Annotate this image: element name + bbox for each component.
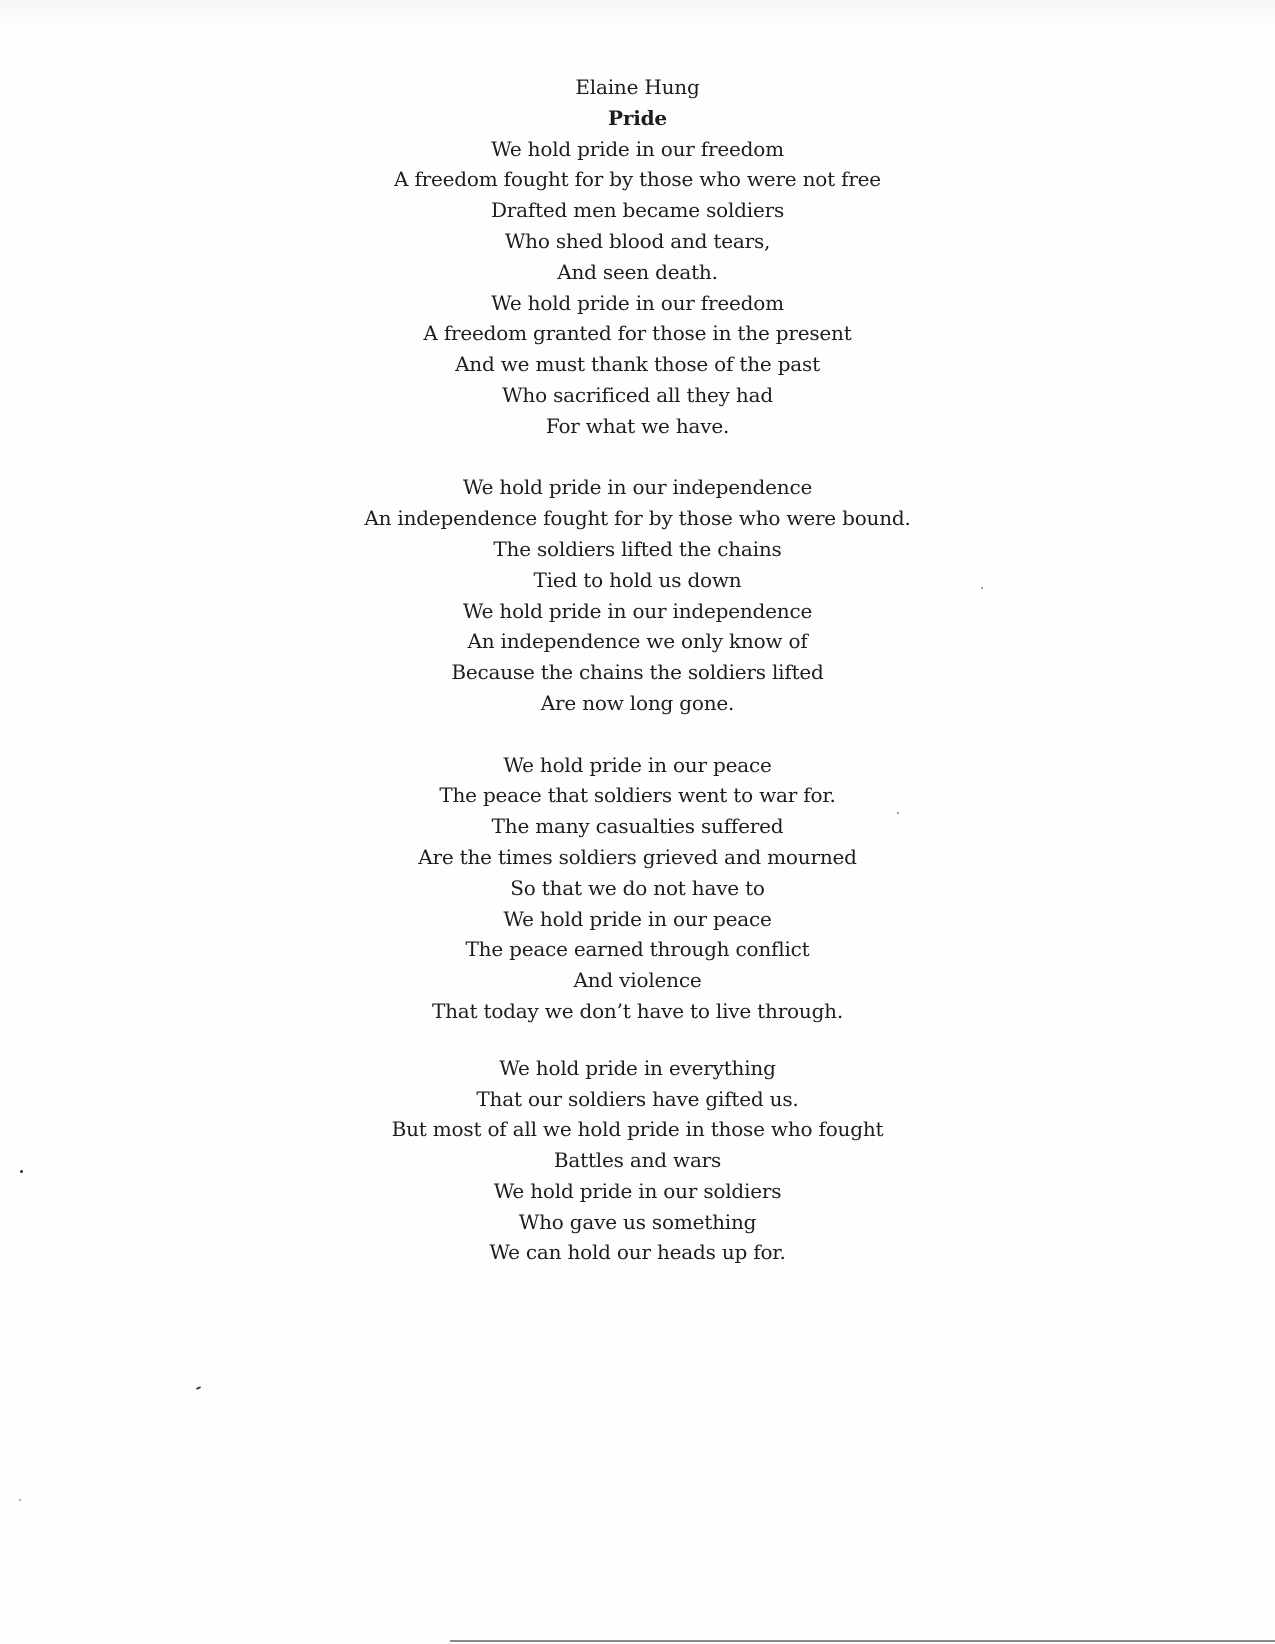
scan-edge [450,1640,1275,1642]
poem-line: And we must thank those of the past [455,352,820,377]
poem-line: The soldiers lifted the chains [493,536,782,561]
poem-line: And violence [573,968,702,993]
stanza-4 [0,1053,1275,1269]
poem-line: So that we do not have to [510,875,765,900]
poem-line: Are now long gone. [540,690,735,715]
stanza-2 [0,472,1275,718]
poem-line: A freedom fought for by those who were not free [394,167,881,192]
scan-speck [196,1386,201,1390]
poem-line: Who sacrificed all they had [502,382,773,407]
poem-line: The peace that soldiers went to war for. [439,783,836,808]
scan-shadow [0,0,1275,30]
stanza-gap [0,719,1275,750]
poem-line: We hold pride in our soldiers [493,1178,782,1203]
poem-line: We hold pride in everything [499,1055,776,1080]
poem-line: And seen death. [557,259,718,284]
poem-line: Drafted men became soldiers [490,198,785,223]
poem-line: We hold pride in our peace [503,752,772,777]
scan-speck [19,1499,21,1501]
poem-line: We hold pride in our freedom [491,290,784,315]
poem-line: We hold pride in our freedom [491,136,784,161]
poem-line: A freedom granted for those in the present [423,321,852,346]
poem-line: Are the times soldiers grieved and mourned [418,844,857,869]
poem-line: That today we don’t have to live through. [431,998,844,1023]
scan-speck [897,812,899,814]
poem-line: We can hold our heads up for. [489,1240,786,1265]
poem-line: For what we have. [545,413,730,438]
poem-line: But most of all we hold pride in those who fought [391,1117,884,1142]
poem-line: Battles and wars [553,1148,722,1173]
poem-line: We hold pride in our independence [462,475,813,500]
poem-line: Tied to hold us down [533,567,742,592]
poem-line: Because the chains the soldiers lifted [451,660,824,685]
poem-author: Elaine Hung [575,75,700,99]
scan-speck [20,1170,23,1173]
stanza-gap [0,1027,1275,1053]
poem-line: We hold pride in our independence [462,598,813,623]
poem-title: Pride [608,105,667,130]
poem [0,72,1275,1268]
stanza-1 [0,134,1275,442]
poem-line: Who gave us something [518,1209,757,1234]
stanza-3 [0,750,1275,1027]
poem-line: That our soldiers have gifted us. [476,1086,799,1111]
poem-line: The peace earned through conflict [465,937,810,962]
poem-line: The many casualties suffered [491,814,784,839]
poem-line: Who shed blood and tears, [504,228,771,253]
poem-line: An independence fought for by those who were bound. [364,506,911,531]
scan-speck [981,587,983,589]
poem-line: We hold pride in our peace [503,906,772,931]
stanza-gap [0,442,1275,473]
poem-line: An independence we only know of [467,629,808,654]
